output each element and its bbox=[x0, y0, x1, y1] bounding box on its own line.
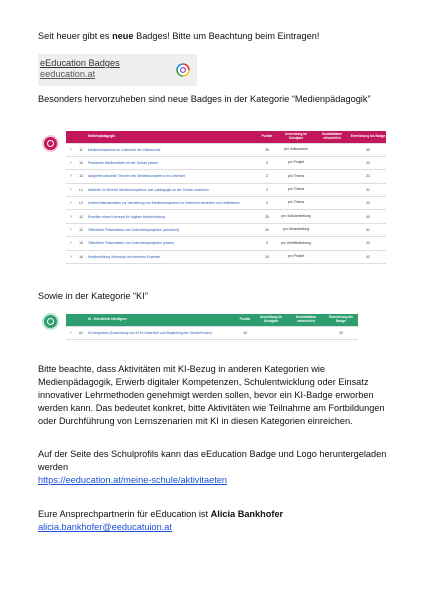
medien-heading: Besonders hervorzuheben sind neue Badges in der Kategorie “Medienpädagogik” bbox=[38, 94, 371, 104]
medien-badge-icon bbox=[44, 137, 57, 150]
ki-col-contact: Kontaktdaten erforderlich bbox=[288, 314, 324, 326]
row-number: 12 bbox=[76, 210, 86, 223]
expand-chevron-icon[interactable]: › bbox=[66, 143, 76, 156]
row-type: pro Veröffentlichung bbox=[278, 237, 314, 250]
row-activity-link[interactable]: Öffentliche Präsentation von Unterrichtsprojekten (extern) bbox=[86, 237, 256, 250]
ki-col-title: KI - Künstliche Intelligenz bbox=[86, 314, 236, 326]
row-type: pro Veranstaltung bbox=[278, 223, 314, 236]
row-points: 2 bbox=[256, 170, 278, 183]
profile-download-note bbox=[38, 448, 390, 487]
row-limit: 21 bbox=[350, 183, 386, 196]
contact-email-link[interactable]: alicia.bankhofer@eeducatuion.at bbox=[38, 522, 172, 532]
row-number: 11 bbox=[76, 143, 86, 156]
table-row[interactable] bbox=[66, 237, 386, 250]
expand-chevron-icon[interactable]: › bbox=[66, 170, 76, 183]
row-activity-link[interactable]: Aufgreifen aktueller Themen der Medienkompetenz im Unterricht bbox=[86, 170, 256, 183]
row-contact bbox=[314, 237, 350, 250]
ki-note-paragraph: Bitte beachte, dass Aktivitäten mit KI-Bezug in anderen Kategorien wie Medienpädagogik, Erwerb digitaler Kompetenzen, Schulentwicklung oder Einsatz innovativer Lehrmethoden genehmigt werden sollen, bevor ein KI-Badge erworben werden kann. Das bedeutet konkret, bitte Aktivitäten wie Teilnahme am Fortbildungen oder Durchführung von Lernszenarien mit KI in diesen Kategorien einreichen. bbox=[38, 364, 385, 426]
row-contact bbox=[314, 170, 350, 183]
row-activity-link[interactable]: Medienbildung Workshop mit externen Experten bbox=[86, 250, 256, 263]
row-limit: 22 bbox=[350, 237, 386, 250]
row-limit: 22 bbox=[350, 156, 386, 169]
intro-after: Badges! Bitte um Beachtung beim Eintragen! bbox=[133, 31, 320, 41]
row-points: 5 bbox=[256, 237, 278, 250]
row-type: pro Projekt bbox=[278, 250, 314, 263]
intro-text bbox=[38, 30, 319, 43]
row-contact bbox=[314, 250, 350, 263]
row-type: pro Schulerstellung bbox=[278, 210, 314, 223]
expand-chevron-icon[interactable]: › bbox=[66, 197, 76, 210]
row-type: pro Thema bbox=[278, 197, 314, 210]
table-row[interactable] bbox=[66, 143, 386, 156]
table-row[interactable] bbox=[66, 170, 386, 183]
table-row[interactable] bbox=[66, 156, 386, 169]
row-activity-link[interactable]: Öffentliche Präsentation von Unterrichtsprojekten (schulweit) bbox=[86, 223, 256, 236]
row-number: L1 bbox=[76, 183, 86, 196]
row-limit: 21 bbox=[350, 170, 386, 183]
row-points: 2 bbox=[256, 197, 278, 210]
row-activity-link[interactable]: Aktionen im Bereich Medienkompetenz und -pädagogik an der Schule umsetzen bbox=[86, 183, 256, 196]
table-row[interactable] bbox=[66, 197, 386, 210]
ki-col-submission: Einreichung bis Badge bbox=[324, 314, 358, 326]
row-points: 25 bbox=[256, 210, 278, 223]
card-title[interactable]: eEducation Badges bbox=[40, 58, 120, 68]
medien-col-points: Punkte bbox=[256, 131, 278, 143]
intro-before: Seit heuer gibt es bbox=[38, 31, 113, 41]
row-number: 13 bbox=[76, 170, 86, 183]
row-activity-link[interactable]: Unterrichtsmaterialien zur Vermittlung von Medienkompetenz im Unterricht einsetzen und reflektieren bbox=[86, 197, 256, 210]
medien-col-title: Medienpädagogik bbox=[86, 131, 256, 143]
row-points: 20 bbox=[256, 223, 278, 236]
row-number: 10 bbox=[76, 156, 86, 169]
row-contact bbox=[314, 223, 350, 236]
row-number: A1 bbox=[76, 326, 86, 339]
row-number: L2 bbox=[76, 197, 86, 210]
row-number: 15 bbox=[76, 237, 86, 250]
contact-before: Eure Ansprechpartnerin für eEducation ist bbox=[38, 509, 211, 519]
contact-block bbox=[38, 508, 390, 534]
row-number: 16 bbox=[76, 250, 86, 263]
row-contact bbox=[314, 197, 350, 210]
row-contact bbox=[314, 156, 350, 169]
medien-col-contact: Kontaktdaten erforderlich bbox=[314, 131, 350, 143]
table-row[interactable] bbox=[66, 183, 386, 196]
expand-chevron-icon[interactable]: › bbox=[66, 250, 76, 263]
expand-chevron-icon[interactable]: › bbox=[66, 156, 76, 169]
table-row[interactable] bbox=[66, 250, 386, 263]
expand-chevron-icon[interactable]: › bbox=[66, 237, 76, 250]
row-activity-link[interactable]: Erstellen eines Konzepts für digitale Medienbildung bbox=[86, 210, 256, 223]
row-contact bbox=[314, 210, 350, 223]
intro-bold: neue bbox=[112, 31, 134, 41]
medien-table bbox=[66, 131, 386, 264]
row-points: 10 bbox=[236, 326, 254, 339]
row-type bbox=[254, 326, 288, 339]
row-number: 12 bbox=[76, 223, 86, 236]
ki-heading: Sowie in der Kategorie “KI” bbox=[38, 291, 148, 301]
table-row[interactable] bbox=[66, 326, 358, 339]
card-url[interactable]: eeducation.at bbox=[40, 69, 96, 79]
row-points: 5 bbox=[256, 156, 278, 169]
ki-table bbox=[66, 314, 358, 340]
row-points: 25 bbox=[256, 143, 278, 156]
activities-link[interactable]: https://eeducation.at/meine-schule/aktivitaeten bbox=[38, 475, 227, 485]
row-limit: 40 bbox=[350, 143, 386, 156]
row-limit: 40 bbox=[350, 210, 386, 223]
medien-col-registration: Anmeldung im Schuljahr bbox=[278, 131, 314, 143]
row-activity-link[interactable]: Medienkompetenz im Unterricht der Volksschule bbox=[86, 143, 256, 156]
row-contact bbox=[288, 326, 324, 339]
expand-chevron-icon[interactable]: › bbox=[66, 210, 76, 223]
contact-name: Alicia Bankhofer bbox=[210, 509, 284, 519]
row-limit: 20 bbox=[324, 326, 358, 339]
ki-col-points: Punkte bbox=[236, 314, 254, 326]
row-limit: 41 bbox=[350, 223, 386, 236]
medien-col-submission: Einreichung bis Badge bbox=[350, 131, 386, 143]
row-contact bbox=[314, 143, 350, 156]
row-type: pro Volksschule bbox=[278, 143, 314, 156]
ki-badge-icon bbox=[44, 315, 57, 328]
row-type: pro Thema bbox=[278, 183, 314, 196]
badges-link-card[interactable] bbox=[38, 54, 197, 86]
contact-line bbox=[38, 508, 390, 521]
row-limit: 22 bbox=[350, 197, 386, 210]
expand-chevron-icon[interactable]: › bbox=[66, 183, 76, 196]
row-contact bbox=[314, 183, 350, 196]
expand-chevron-icon[interactable]: › bbox=[66, 326, 76, 339]
row-type: pro Projekt bbox=[278, 156, 314, 169]
table-row[interactable] bbox=[66, 223, 386, 236]
table-row[interactable] bbox=[66, 210, 386, 223]
row-points: 10 bbox=[256, 250, 278, 263]
expand-chevron-icon[interactable]: › bbox=[66, 223, 76, 236]
row-activity-link[interactable]: KI-Integration (Anwendung von KI im Unterricht und Begleitung der Schüler*innen) bbox=[86, 326, 236, 339]
ki-col-registration: Anmeldung im Schuljahr bbox=[254, 314, 288, 326]
profile-download-text: Auf der Seite des Schulprofils kann das eEducation Badge und Logo heruntergeladen werden bbox=[38, 449, 387, 472]
row-activity-link[interactable]: Praktische Medienarbeit mit der Schule planen bbox=[86, 156, 256, 169]
row-points: 2 bbox=[256, 183, 278, 196]
row-limit: 42 bbox=[350, 250, 386, 263]
row-type: pro Thema bbox=[278, 170, 314, 183]
eeducation-logo-icon bbox=[175, 62, 191, 78]
